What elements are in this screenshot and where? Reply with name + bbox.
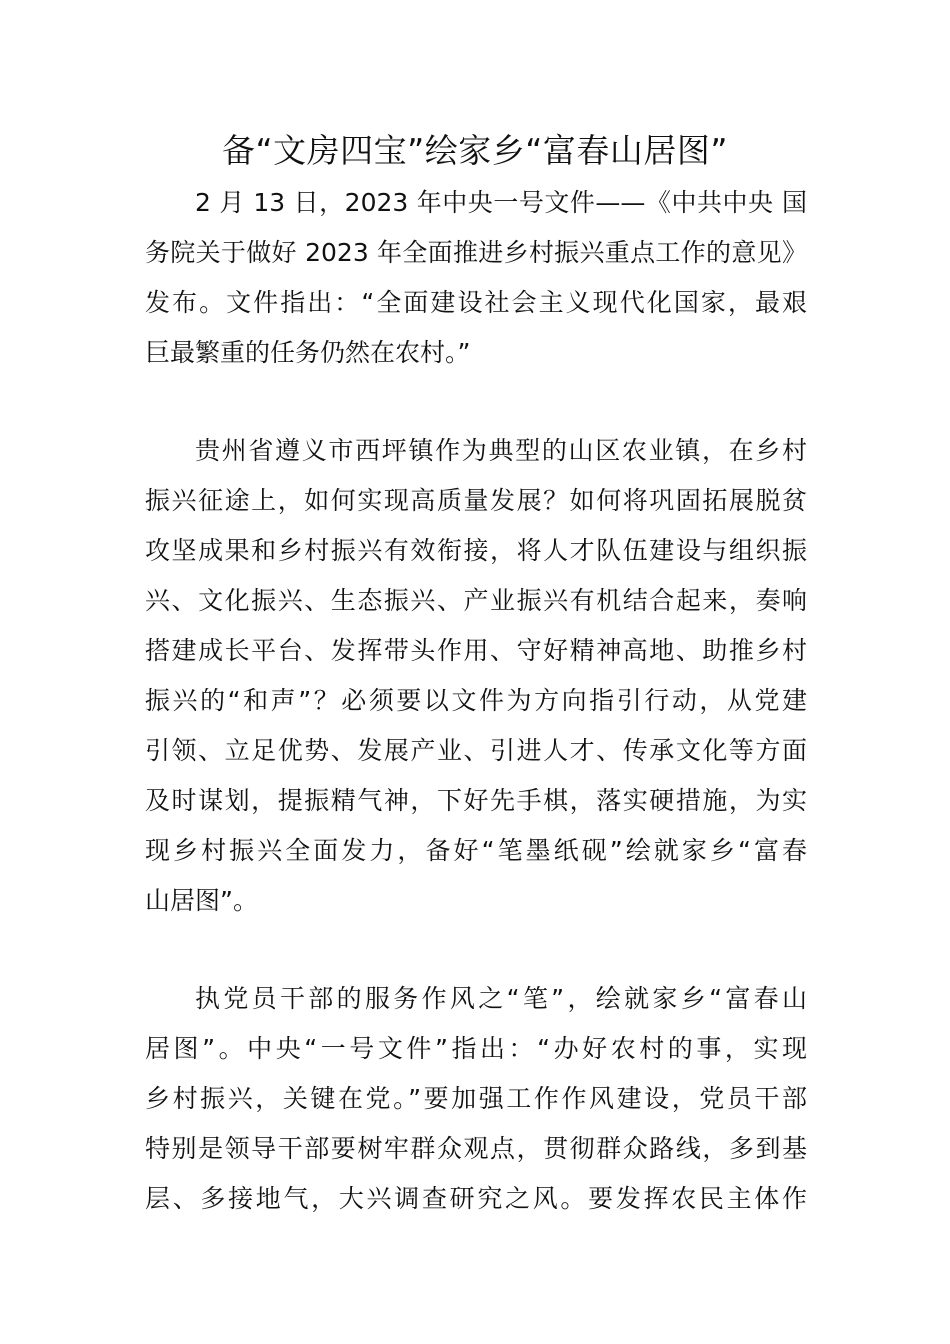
paragraph-line: 山居图”。 <box>145 886 258 915</box>
paragraph-2 <box>145 426 807 926</box>
paragraph-line: 居图”。中央“一号文件”指出：“办好农村的事，实现 <box>145 1034 807 1063</box>
paragraph-line: 搭建成长平台、发挥带头作用、守好精神高地、助推乡村 <box>145 636 807 665</box>
paragraph-line: 现乡村振兴全面发力，备好“笔墨纸砚”绘就家乡“富春 <box>145 836 807 865</box>
paragraph-line: 贵州省遵义市西坪镇作为典型的山区农业镇，在乡村 <box>195 436 807 465</box>
paragraph-line: 2 月 13 日，2023 年中央一号文件——《中共中央 国 <box>195 188 807 217</box>
paragraph-line: 兴、文化振兴、生态振兴、产业振兴有机结合起来，奏响 <box>145 586 807 615</box>
paragraph-line: 执党员干部的服务作风之“笔”，绘就家乡“富春山 <box>195 984 807 1013</box>
paragraph-line: 乡村振兴，关键在党。”要加强工作作风建设，党员干部 <box>145 1084 807 1113</box>
paragraph-line: 及时谋划，提振精气神，下好先手棋，落实硬措施，为实 <box>145 786 807 815</box>
paragraph-line: 务院关于做好 2023 年全面推进乡村振兴重点工作的意见》 <box>145 238 807 267</box>
paragraph-line: 振兴的“和声”？必须要以文件为方向指引行动，从党建 <box>145 686 807 715</box>
paragraph-line: 引领、立足优势、发展产业、引进人才、传承文化等方面 <box>145 736 807 765</box>
paragraph-line: 攻坚成果和乡村振兴有效衔接，将人才队伍建设与组织振 <box>145 536 807 565</box>
paragraph-line: 巨最繁重的任务仍然在农村。” <box>145 338 471 367</box>
paragraph-line: 发布。文件指出：“全面建设社会主义现代化国家，最艰 <box>145 288 807 317</box>
paragraph-1 <box>145 178 807 378</box>
paragraph-3 <box>145 974 807 1224</box>
paragraph-line: 特别是领导干部要树牢群众观点，贯彻群众路线，多到基 <box>145 1134 807 1163</box>
document-title: 备“文房四宝”绘家乡“富春山居图” <box>222 131 728 170</box>
paragraph-line: 层、多接地气，大兴调查研究之风。要发挥农民主体作 <box>145 1184 807 1213</box>
paragraph-line: 振兴征途上，如何实现高质量发展？如何将巩固拓展脱贫 <box>145 486 807 515</box>
